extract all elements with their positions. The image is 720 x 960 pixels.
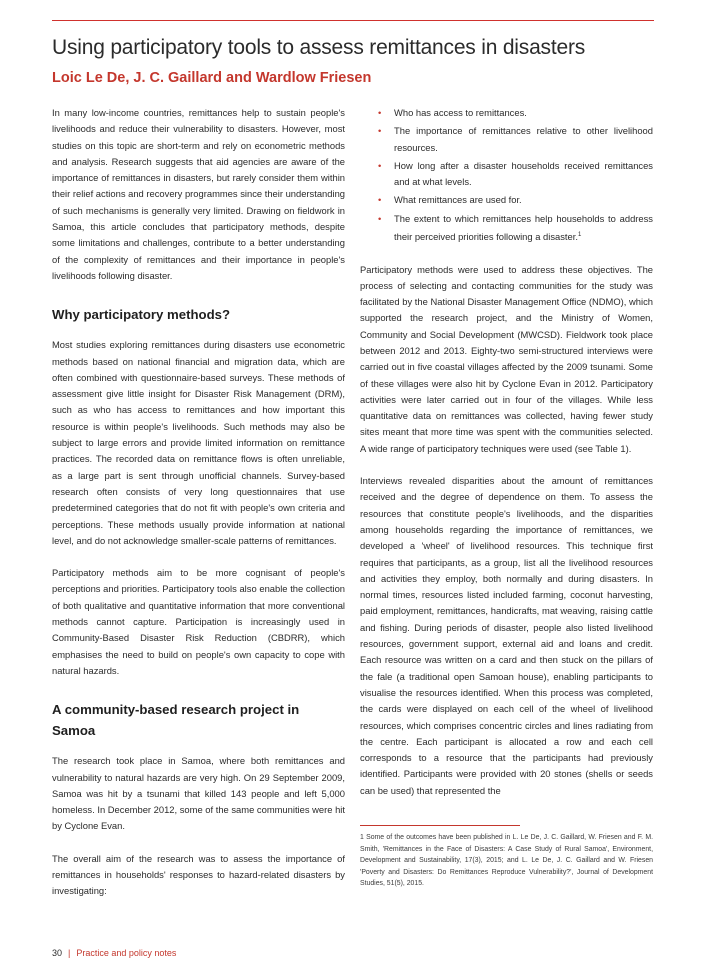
- list-item: [360, 158, 653, 191]
- footnote-rule: [360, 825, 520, 826]
- body-paragraph: Participatory methods aim to be more cognisant of people's perceptions and priorities. Participatory tools also enable the collection of both qualitative and quantitative information that more conventional methods cannot capture. Participation is increasingly used in Community-Based Disaster Risk Reduction (CBDRR), which emphasises the need to build on people's own capacity to cope with natural hazards.: [52, 567, 345, 676]
- left-column: [52, 105, 345, 900]
- objectives-list: [360, 105, 653, 246]
- right-column: [360, 105, 653, 890]
- list-item: [360, 123, 653, 156]
- body-paragraph: The overall aim of the research was to assess the importance of remittances in households' responses to hazard-related disasters by investigating:: [52, 852, 345, 897]
- bullet-icon: •: [378, 125, 382, 137]
- article-title: Using participatory tools to assess remittances in disasters: [52, 36, 586, 59]
- body-paragraph: The research took place in Samoa, where both remittances and vulnerability to natural hazards are very high. On 29 September 2009, Samoa was hit by a tsunami that killed 143 people and left 5,000 homeless. In December 2012, some of the same communities were hit by Cyclone Evan.: [52, 755, 345, 832]
- heading-samoa-project: A community-based research project in Samoa: [52, 702, 300, 739]
- list-item-text: What remittances are used for.: [394, 194, 522, 206]
- list-item: [360, 192, 653, 208]
- bullet-icon: •: [378, 107, 382, 118]
- page-number: 30: [52, 948, 63, 958]
- list-item-text: How long after a disaster households received remittances and at what levels.: [394, 159, 653, 188]
- body-paragraph: Interviews revealed disparities about the amount of remittances received and the degree of dependence on them. To assess the resources that constitute people's livelihoods, and the disparities among households regarding the importance of remittances, we developed a 'wheel' of livelihood resources. This technique first requires that participants, as a group, list all the livelihood resources and activities they employ, both normally and during disasters. In normal times, resources listed included farming, coconut harvesting, paid employment, remittances, handicrafts, mat weaving, raising cattle and fishing. During periods of disaster, people also listed livelihood resources, government support, external aid and loans and credit. Each resource was written on a card and then stuck on the pillars of the fale (a traditional open Samoan house), enabling participants to visualise the resources identified. When this process was completed, the cards were displayed on each cell of the wheel of livelihood resources, which comprises concentric circles and lines radiating from the centre. Each participant is allocated a row and each cell corresponds to a resource that the participants had previously identified. Participants were provided with 20 stones (shells or seeds can be used) that represented the: [360, 475, 653, 796]
- list-item: [360, 105, 653, 121]
- footer-separator: |: [68, 948, 71, 958]
- body-paragraph: Participatory methods were used to address these objectives. The process of selecting and contacting communities for the study was facilitated by the National Disaster Management Office (NDMO), which supported the research project, and the Ministry of Women, Community and Social Development (MWCSD). Fieldwork took place between 2012 and 2013. Eighty-two semi-structured interviews were carried out in five coastal villages affected by the 2009 tsunami. Some of these villages were also hit by Cyclone Evan in 2012. Participatory activities were later carried out in four of the villages. While less quantitative data on remittances was collected, having fewer study sites meant that more time was spent with the communities selected. A wide range of participatory techniques were used (see Table 1).: [360, 263, 653, 454]
- top-rule: [52, 20, 654, 21]
- list-item: [360, 211, 653, 246]
- footnote: 1 Some of the outcomes have been published in L. Le De, J. C. Gaillard, W. Friesen and F. M. Smith, 'Remittances in the Face of Disasters: A Case Study of Rural Samoa', Environment, Development and Sustainability, 17(3), 2015; and L. Le De, J. C. Gaillard and W. Friesen 'Poverty and Disasters: Do Remittances Reproduce Vulnerability?', Journal of Development Studies, 51(5), 2015.: [360, 834, 653, 887]
- list-item-text: Who has access to remittances.: [394, 107, 527, 118]
- article-authors: Loic Le De, J. C. Gaillard and Wardlow Friesen: [52, 70, 372, 86]
- bullet-icon: •: [378, 212, 382, 224]
- heading-why-participatory: Why participatory methods?: [52, 307, 231, 323]
- intro-paragraph: In many low-income countries, remittances help to sustain people's livelihoods and reduce their vulnerability to disasters. However, most studies on this topic are short-term and rely on econometric methods and analysis. Research suggests that aid agencies are aware of the importance of remittances in disasters, but rarely consider them within their relief actions and recovery programmes since their understanding of such mechanisms is generally very limited. Drawing on fieldwork in Samoa, this article concludes that participatory methods, despite some limitations and challenges, contribute to a better understanding of the complexity of remittances and their importance in people's livelihoods following disaster.: [52, 107, 345, 281]
- footnote-marker[interactable]: 1: [577, 232, 582, 239]
- list-item-text: The extent to which remittances help households to address their perceived priorities following a disaster.: [394, 212, 653, 243]
- page-footer: [52, 948, 176, 958]
- list-item-text: The importance of remittances relative to other livelihood resources.: [394, 125, 653, 153]
- section-name: Practice and policy notes: [76, 948, 177, 958]
- bullet-icon: •: [378, 194, 382, 206]
- bullet-icon: •: [378, 159, 382, 171]
- body-paragraph: Most studies exploring remittances during disasters use econometric methods based on national financial and migration data, which are often combined with questionnaire-based surveys. These methods of assessment give little insight for Disaster Risk Management (DRM), such as who has access to remittances and how important this resource is within people's livelihoods. Such methods may also be subject to large errors and provide limited information on remittance practices. The recorded data on remittance flows is often unreliable, as a large part is sent through unofficial channels. Survey-based research often consists of very long questionnaires that use predetermined categories that do not fit with people's own criteria and perceptions. These methods usually provide information at national level, and do not acknowledge smaller-scale patterns of remittances.: [52, 339, 345, 546]
